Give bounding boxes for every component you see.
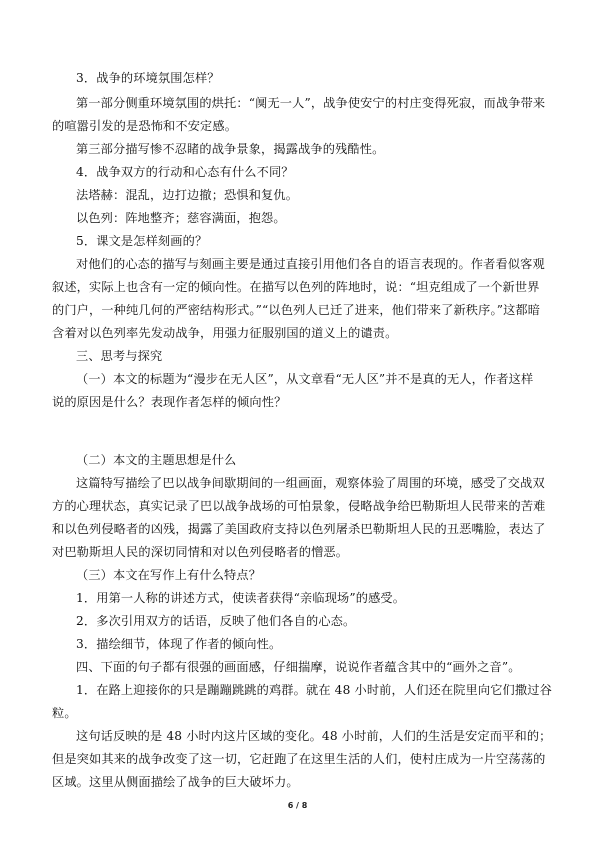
question-line: 说的原因是什么？表现作者怎样的倾向性？ bbox=[52, 395, 287, 409]
paragraph-line: 但是突如其来的战争改变了这一切，它赶跑了在这里生活的人们，使村庄成为一片空荡荡的 bbox=[52, 752, 546, 766]
paragraph-line: 叙述，实际上也含有一定的倾向性。在描写以色列的阵地时，说：“坦克组成了一个新世界 bbox=[52, 280, 540, 294]
question-line: （一）本文的标题为“漫步在无人区”，从文章看“无人区”并不是真的无人，作者这样 bbox=[76, 372, 534, 386]
list-item: 2．多次引用双方的话语，反映了他们各自的心态。 bbox=[76, 614, 356, 628]
section-heading-5: 5．课文是怎样刻画的？ bbox=[76, 234, 208, 248]
paragraph-line: 方的心理状态，真实记录了巴以战争战场的可怕景象，侵略战争给巴勒斯坦人民带来的苦难 bbox=[52, 499, 546, 513]
paragraph-line: 对巴勒斯坦人民的深切同情和对以色列侵略者的憎恶。 bbox=[52, 545, 349, 559]
paragraph-line: 第三部分描写惨不忍睹的战争景象，揭露战争的残酷性。 bbox=[76, 142, 385, 156]
list-item: 3．描绘细节，体现了作者的倾向性。 bbox=[76, 637, 282, 651]
section-heading-4: 4．战争双方的行动和心态有什么不同？ bbox=[76, 165, 294, 179]
paragraph-line: 区域。这里从侧面描绘了战争的巨大破坏力。 bbox=[52, 775, 299, 789]
quoted-sentence: 1．在路上迎接你的只是蹦蹦跳跳的鸡群。就在 48 小时前，人们还在院里向它们撒过谷 bbox=[76, 683, 552, 697]
paragraph-line: 这篇特写描绘了巴以战争间歇期间的一组画面，观察体验了周围的环境，感受了交战双 bbox=[76, 476, 545, 490]
subheading: （二）本文的主题思想是什么 bbox=[76, 453, 237, 467]
section-heading: 四、下面的句子都有很强的画面感，仔细揣摩，说说作者蕴含其中的“画外之音”。 bbox=[76, 660, 521, 674]
section-heading: 三、思考与探究 bbox=[76, 349, 163, 363]
paragraph-line: 的喧嚣引发的是恐怖和不安定感。 bbox=[52, 119, 238, 133]
page-number: 6 / 8 bbox=[287, 801, 308, 810]
paragraph-line: 第一部分侧重环境氛围的烘托：“阒无一人”，战争使安宁的村庄变得死寂，而战争带来 bbox=[76, 96, 546, 110]
quoted-sentence: 粒。 bbox=[52, 706, 77, 720]
paragraph-line: 含着对以色列率先发动战争，用强力征服别国的道义上的谴责。 bbox=[52, 326, 398, 340]
paragraph-line: 法塔赫：混乱，边打边撤；恐惧和复仇。 bbox=[76, 188, 299, 202]
list-item: 1．用第一人称的讲述方式，使读者获得“亲临现场”的感受。 bbox=[76, 591, 406, 605]
paragraph-line: 以色列：阵地整齐；慈容满面，抱怨。 bbox=[76, 211, 286, 225]
section-heading-3: 3．战争的环境氛围怎样？ bbox=[76, 71, 220, 85]
paragraph-line: 这句话反映的是 48 小时内这片区域的变化。48 小时前，人们的生活是安定而平和的； bbox=[76, 729, 552, 743]
paragraph-line: 的门户，一种纯几何的严密结构形式。”“以色列人已迁了进来，他们带来了新秩序。”这都暗 bbox=[52, 303, 541, 317]
paragraph-line: 和以色列侵略者的凶残，揭露了美国政府支持以色列屠杀巴勒斯坦人民的丑恶嘴脸，表达了 bbox=[52, 522, 546, 536]
subheading: （三）本文在写作上有什么特点？ bbox=[76, 568, 262, 582]
paragraph-line: 对他们的心态的描写与刻画主要是通过直接引用他们各自的语言表现的。作者看似客观 bbox=[76, 257, 545, 271]
